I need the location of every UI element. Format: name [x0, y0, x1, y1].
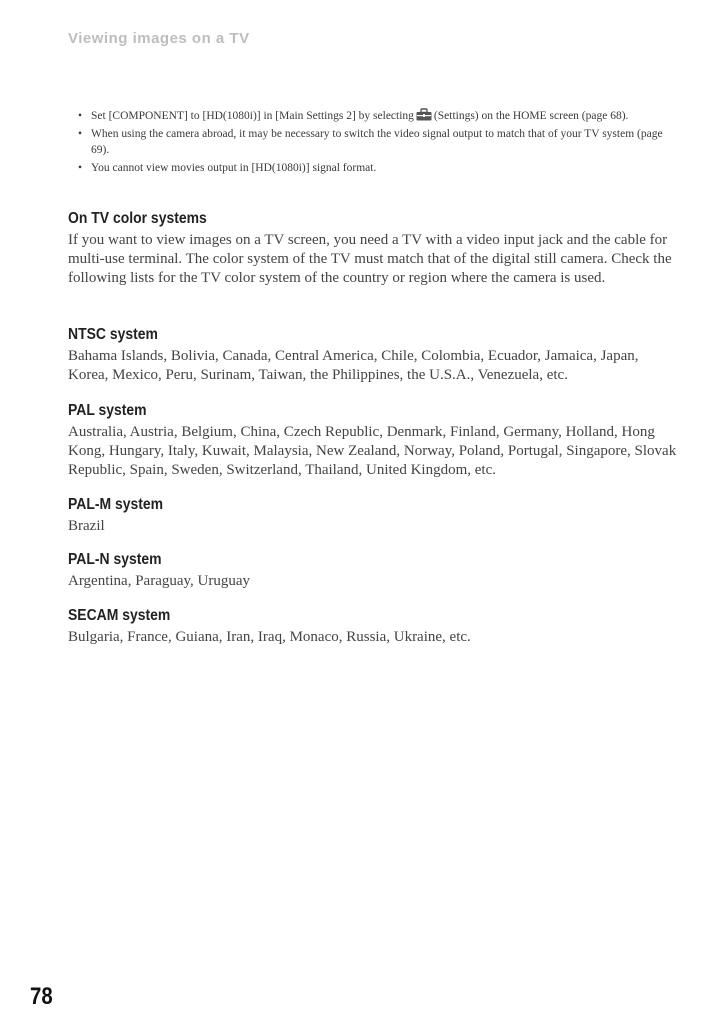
- section-body: Bulgaria, France, Guiana, Iran, Iraq, Monaco, Russia, Ukraine, etc.: [68, 629, 471, 645]
- note-item: [78, 108, 678, 124]
- section-heading: On TV color systems: [68, 210, 207, 227]
- section-pal: [68, 402, 678, 480]
- note-item: • You cannot view movies output in [HD(1080i)] signal format.: [78, 160, 678, 176]
- settings-toolbox-icon: [416, 108, 432, 121]
- section-heading: PAL-M system: [68, 496, 164, 513]
- note-item: • When using the camera abroad, it may be necessary to switch the video signal output to match that of your TV system (page 69).: [78, 126, 678, 158]
- section-heading: PAL-N system: [68, 551, 162, 568]
- section-heading: NTSC system: [68, 326, 158, 343]
- section-body: Brazil: [68, 518, 105, 534]
- section-secam: [68, 607, 678, 647]
- section-body: Bahama Islands, Bolivia, Canada, Central America, Chile, Colombia, Ecuador, Jamaica, Japan, Korea, Mexico, Peru, Surinam, Taiwan, the Philippines, the U.S.A., Venezuela, etc.: [68, 348, 639, 383]
- section-ntsc: [68, 326, 678, 385]
- section-pal-m: [68, 496, 678, 536]
- page-number: 78: [30, 983, 53, 1010]
- section-heading: PAL system: [68, 402, 147, 419]
- section-body: Australia, Austria, Belgium, China, Czech Republic, Denmark, Finland, Germany, Holland, Hong Kong, Hungary, Italy, Kuwait, Malaysia, New Zealand, Norway, Poland, Portugal, Singapore, Slovak Republic, Spain, Sweden, Switzerland, Thailand, United Kingdom, etc.: [68, 424, 677, 478]
- section-body: If you want to view images on a TV screen, you need a TV with a video input jack and the cable for multi-use terminal. The color system of the TV must match that of the digital still camera. Check the following lists for the TV color system of the country or region where the camera is used.: [68, 232, 672, 286]
- section-heading: SECAM system: [68, 607, 171, 624]
- section-tv-color-systems: [68, 210, 678, 288]
- note-text: (Settings) on the HOME screen (page 68).: [433, 110, 629, 122]
- notes-list: [78, 108, 678, 178]
- page-header-title: Viewing images on a TV: [68, 30, 250, 47]
- note-text: Set [COMPONENT] to [HD(1080i)] in [Main Settings 2] by selecting: [91, 110, 414, 122]
- section-pal-n: [68, 551, 678, 591]
- section-body: Argentina, Paraguay, Uruguay: [68, 573, 251, 589]
